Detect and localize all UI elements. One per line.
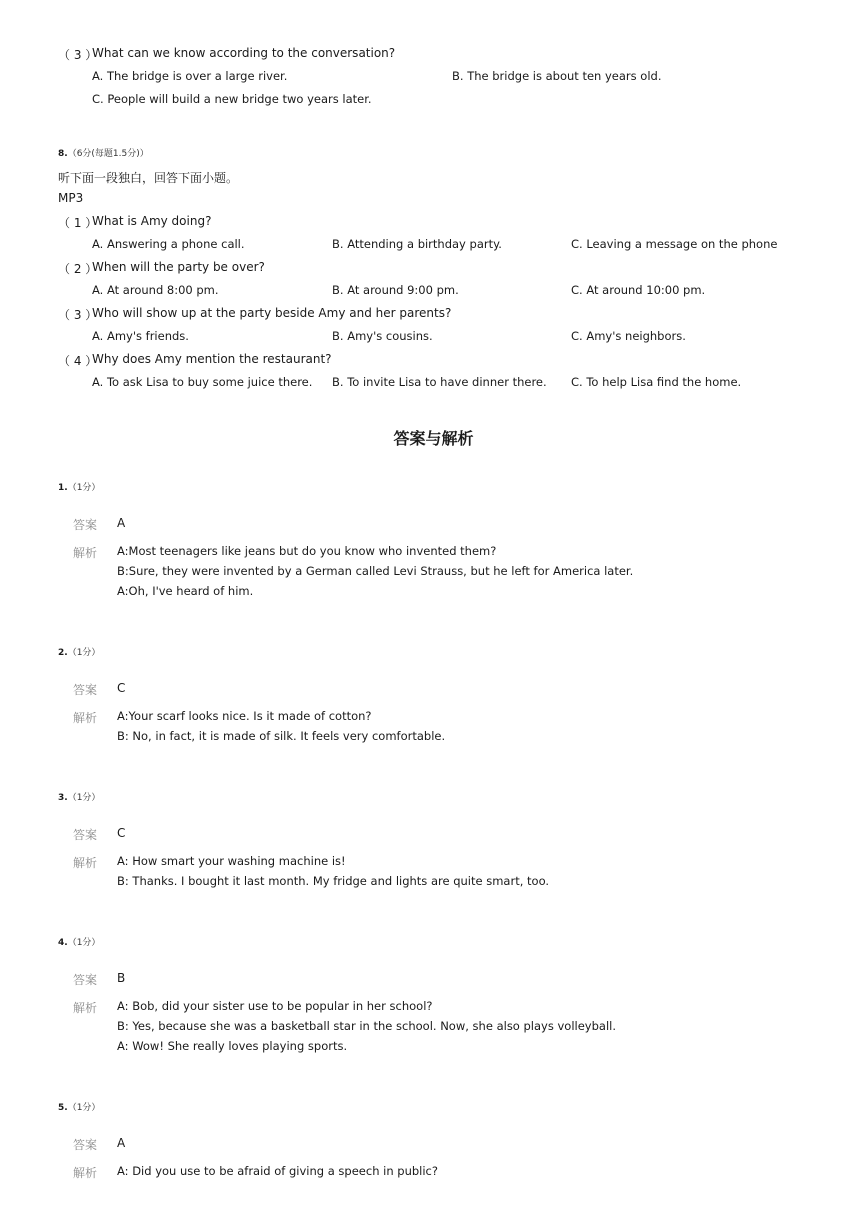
- answer-item-header: [58, 640, 100, 659]
- analysis-line: A:Most teenagers like jeans but do you know who invented them?: [117, 544, 497, 558]
- option-b: B. At around 9:00 pm.: [332, 283, 459, 297]
- analysis-line: B: Thanks. I bought it last month. My fridge and lights are quite smart, too.: [117, 874, 550, 888]
- item-number: 5.: [58, 1103, 68, 1113]
- analysis-line: A:Your scarf looks nice. Is it made of cotton?: [117, 709, 372, 723]
- item-number: 2.: [58, 648, 68, 658]
- answer-label: 答案: [73, 828, 98, 842]
- sub-question-text: Why does Amy mention the restaurant?: [92, 352, 332, 366]
- question-index: （ 3 ）: [58, 48, 98, 62]
- option-c: C. To help Lisa find the home.: [571, 375, 742, 389]
- analysis-label: 解析: [73, 711, 98, 725]
- item-number: 1.: [58, 483, 68, 493]
- question-points: （6分(每题1.5分)）: [67, 149, 149, 159]
- option-b: B. To invite Lisa to have dinner there.: [332, 375, 547, 389]
- answer-label: 答案: [73, 1138, 98, 1152]
- answer-item-header: [58, 1095, 100, 1114]
- item-points: （1分）: [67, 938, 101, 948]
- item-points: （1分）: [67, 793, 101, 803]
- analysis-label: 解析: [73, 1001, 98, 1015]
- answer-item-header: [58, 475, 100, 494]
- answer-item-header: [58, 785, 100, 804]
- analysis-label: 解析: [73, 856, 98, 870]
- answer-value: B: [117, 971, 126, 985]
- answer-value: C: [117, 681, 126, 695]
- sub-question-text: When will the party be over?: [92, 260, 265, 274]
- analysis-line: B: Yes, because she was a basketball star in the school. Now, she also plays volleyball.: [117, 1019, 616, 1033]
- question-8-header: [58, 141, 149, 160]
- item-points: （1分）: [67, 483, 101, 493]
- question-number: 8.: [58, 149, 68, 159]
- section-title: 答案与解析: [393, 429, 474, 448]
- analysis-line: A: Bob, did your sister use to be popular in her school?: [117, 999, 433, 1013]
- analysis-line: A: Did you use to be afraid of giving a speech in public?: [117, 1164, 438, 1178]
- question-text: What can we know according to the conversation?: [92, 46, 396, 60]
- answer-label: 答案: [73, 683, 98, 697]
- answer-label: 答案: [73, 518, 98, 532]
- item-number: 4.: [58, 938, 68, 948]
- sub-question-text: What is Amy doing?: [92, 214, 212, 228]
- sub-question-index: （ 2 ）: [58, 262, 98, 276]
- answer-value: A: [117, 1136, 126, 1150]
- option-c: C. At around 10:00 pm.: [571, 283, 706, 297]
- option-c: C. Amy's neighbors.: [571, 329, 686, 343]
- answer-value: C: [117, 826, 126, 840]
- analysis-line: A: Wow! She really loves playing sports.: [117, 1039, 348, 1053]
- option-a: A. To ask Lisa to buy some juice there.: [92, 375, 313, 389]
- sub-question-index: （ 1 ）: [58, 216, 98, 230]
- option-b: B. The bridge is about ten years old.: [452, 69, 662, 83]
- option-c: C. Leaving a message on the phone: [571, 237, 778, 251]
- answer-label: 答案: [73, 973, 98, 987]
- option-a: A. Amy's friends.: [92, 329, 189, 343]
- analysis-line: A:Oh, I've heard of him.: [117, 584, 254, 598]
- option-a: A. Answering a phone call.: [92, 237, 245, 251]
- media-label: MP3: [58, 191, 84, 205]
- item-points: （1分）: [67, 648, 101, 658]
- option-c: C. People will build a new bridge two years later.: [92, 92, 372, 106]
- analysis-label: 解析: [73, 546, 98, 560]
- answer-item-header: [58, 930, 100, 949]
- analysis-line: B: No, in fact, it is made of silk. It feels very comfortable.: [117, 729, 446, 743]
- sub-question-text: Who will show up at the party beside Amy and her parents?: [92, 306, 452, 320]
- question-instruction: 听下面一段独白，回答下面小题。: [58, 171, 239, 185]
- sub-question-index: （ 4 ）: [58, 354, 98, 368]
- option-a: A. The bridge is over a large river.: [92, 69, 288, 83]
- option-a: A. At around 8:00 pm.: [92, 283, 219, 297]
- option-b: B. Amy's cousins.: [332, 329, 433, 343]
- analysis-line: B:Sure, they were invented by a German called Levi Strauss, but he left for America later.: [117, 564, 634, 578]
- item-number: 3.: [58, 793, 68, 803]
- option-b: B. Attending a birthday party.: [332, 237, 502, 251]
- item-points: （1分）: [67, 1103, 101, 1113]
- analysis-line: A: How smart your washing machine is!: [117, 854, 346, 868]
- sub-question-index: （ 3 ）: [58, 308, 98, 322]
- analysis-label: 解析: [73, 1166, 98, 1180]
- answer-value: A: [117, 516, 126, 530]
